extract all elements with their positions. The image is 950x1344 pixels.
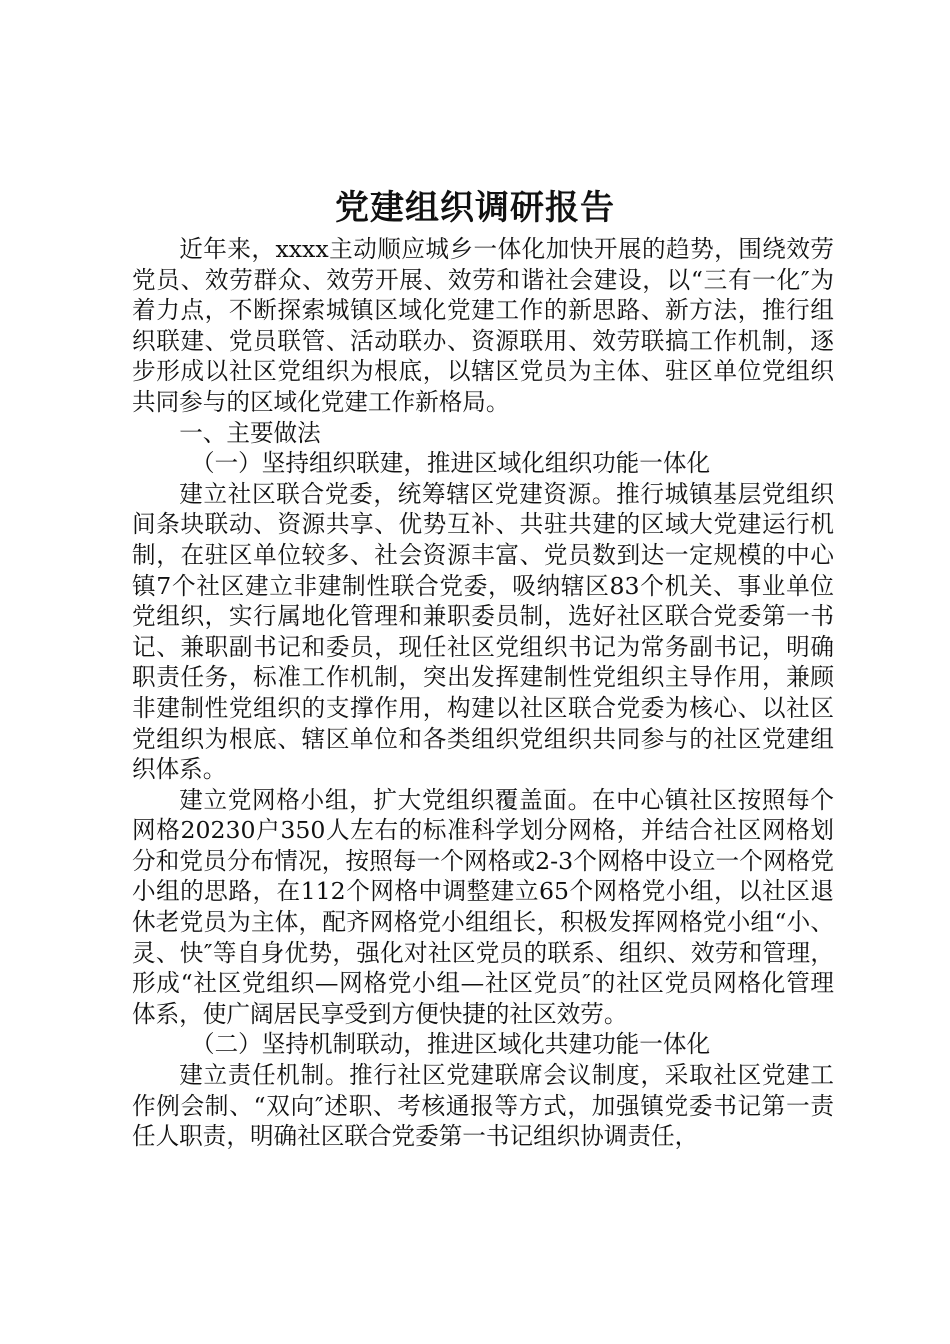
paragraph-grid-groups: 建立党网格小组，扩大党组织覆盖面。在中心镇社区按照每个网格20230户350人左右的标准科学划分网格，并结合社区网格划分和党员分布情况，按照每一个网格或2-3个网格中设立一个网格党小组的思路，在112个网格中调整建立65个网格党小组，以社区退休老党员为主体，配齐网格党小组组长，积极发挥网格党小组“小、灵、快″等自身优势，强化对社区党员的联系、组织、效劳和管理，形成“社区党组织—网格党小组—社区党员″的社区党员网格化管理体系，使广阔居民享受到方便快捷的社区效劳。 <box>132 785 834 1028</box>
paragraph-joint-committee: 建立社区联合党委，统筹辖区党建资源。推行城镇基层党组织间条块联动、资源共享、优势互补、共驻共建的区域大党建运行机制，在驻区单位较多、社会资源丰富、党员数到达一定规模的中心镇7个社区建立非建制性联合党委，吸纳辖区83个机关、事业单位党组织，实行属地化管理和兼职委员制，选好社区联合党委第一书记、兼职副书记和委员，现任社区党组织书记为常务副书记，明确职责任务，标准工作机制，突出发挥建制性党组织主导作用，兼顾非建制性党组织的支撑作用，构建以社区联合党委为核心、以社区党组织为根底、辖区单位和各类组织党组织共同参与的社区党建组织体系。 <box>132 479 834 784</box>
paragraph-responsibility: 建立责任机制。推行社区党建联席会议制度，采取社区党建工作例会制、“双向″述职、考核通报等方式，加强镇党委书记第一责任人职责，明确社区联合党委第一书记组织协调责任， <box>132 1061 834 1151</box>
section-heading-main-practices: 一、主要做法 <box>179 418 321 447</box>
document-body <box>132 234 834 1152</box>
subsection-heading-organization: （一）坚持组织联建，推进区域化组织功能一体化 <box>191 449 711 478</box>
intro-paragraph: 近年来，xxxx主动顺应城乡一体化加快开展的趋势，围绕效劳党员、效劳群众、效劳开展、效劳和谐社会建设，以“三有一化″为着力点，不断探索城镇区域化党建工作的新思路、新方法，推行组织联建、党员联管、活动联办、资源联用、效劳联搞工作机制，逐步形成以社区党组织为根底，以辖区党员为主体、驻区单位党组织共同参与的区域化党建工作新格局。 <box>132 235 834 416</box>
document-title: 党建组织调研报告 <box>335 188 615 228</box>
subsection-heading-mechanism: （二）坚持机制联动，推进区域化共建功能一体化 <box>191 1030 711 1059</box>
